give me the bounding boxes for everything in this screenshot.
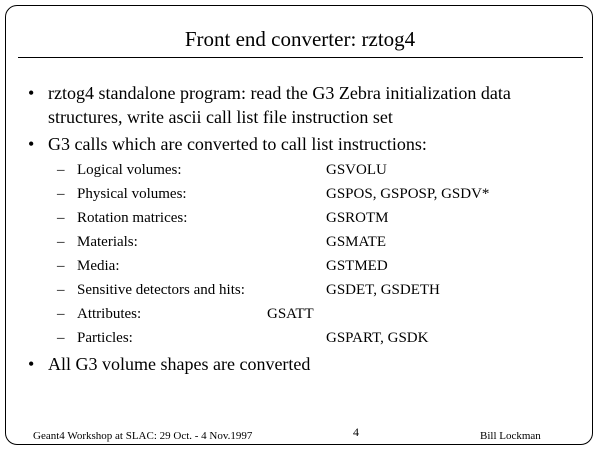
- item-label: Materials:: [77, 234, 138, 250]
- call-list-item: [0, 254, 600, 278]
- bullet-marker: •: [28, 134, 35, 154]
- item-label: Sensitive detectors and hits:: [77, 282, 245, 298]
- call-list-item: [0, 206, 600, 230]
- dash-marker: –: [57, 282, 65, 298]
- page-number: 4: [353, 425, 359, 439]
- call-list-item: [0, 326, 600, 350]
- item-label: Particles:: [77, 330, 133, 346]
- item-code: GSPART, GSDK: [326, 330, 429, 346]
- bullet-marker: •: [28, 354, 35, 374]
- dash-marker: –: [57, 306, 65, 322]
- bullet-g3-calls: G3 calls which are converted to call list instructions:: [48, 134, 427, 154]
- dash-marker: –: [57, 210, 65, 226]
- call-list-item: [0, 182, 600, 206]
- bullet-marker: •: [28, 83, 35, 103]
- dash-marker: –: [57, 258, 65, 274]
- title-rule: [18, 57, 583, 58]
- dash-marker: –: [57, 330, 65, 346]
- dash-marker: –: [57, 234, 65, 250]
- item-label: Logical volumes:: [77, 162, 182, 178]
- item-code: GSDET, GSDETH: [326, 282, 440, 298]
- footer-author: Bill Lockman: [480, 430, 541, 442]
- call-list-item: [0, 302, 600, 326]
- item-label: Rotation matrices:: [77, 210, 188, 226]
- item-code: GSVOLU: [326, 162, 387, 178]
- item-label: Media:: [77, 258, 120, 274]
- item-label: Attributes:: [77, 306, 142, 322]
- call-list-item: [0, 230, 600, 254]
- dash-marker: –: [57, 162, 65, 178]
- item-code: GSMATE: [326, 234, 387, 250]
- item-code: GSROTM: [326, 210, 389, 226]
- item-code: GSTMED: [326, 258, 388, 274]
- item-code: GSPOS, GSPOSP, GSDV*: [326, 186, 490, 202]
- item-code: GSATT: [267, 306, 314, 322]
- call-list-item: [0, 278, 600, 302]
- bullet-rztog4-description: rztog4 standalone program: read the G3 Zebra initialization data structures, write ascii call list file instruction set: [48, 83, 511, 127]
- slide-title: Front end converter: rztog4: [184, 27, 416, 51]
- item-label: Physical volumes:: [77, 186, 187, 202]
- dash-marker: –: [57, 186, 65, 202]
- bullet-shapes-converted: All G3 volume shapes are converted: [48, 354, 311, 374]
- footer-workshop: Geant4 Workshop at SLAC: 29 Oct. - 4 Nov.1997: [33, 430, 253, 442]
- call-list-item: [0, 158, 600, 182]
